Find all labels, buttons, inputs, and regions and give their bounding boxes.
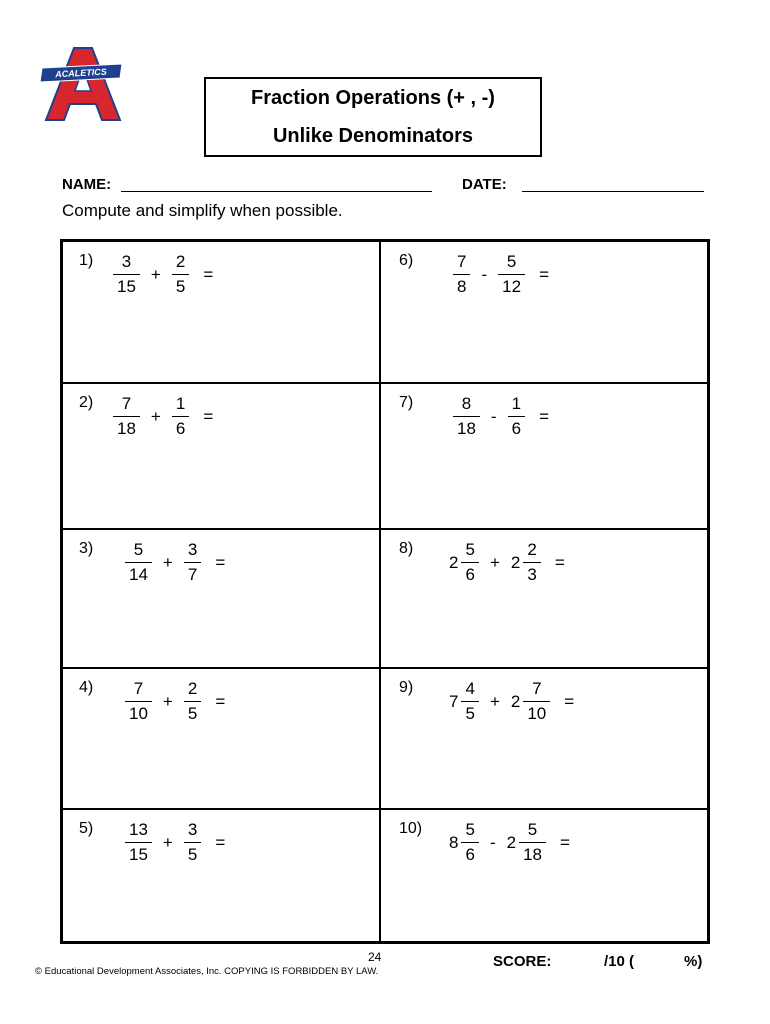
- problem-expression: [125, 540, 225, 585]
- problem-number: 2): [79, 394, 94, 411]
- first-denominator: 6: [465, 845, 475, 864]
- problem-expression: [125, 820, 225, 865]
- problem-expression: [125, 679, 225, 724]
- fraction-bar: [508, 416, 525, 417]
- second-numerator: 7: [532, 679, 542, 698]
- first-denominator: 6: [465, 565, 475, 584]
- fraction-bar: [461, 562, 478, 563]
- second-denominator: 5: [187, 704, 198, 723]
- second-denominator: 6: [175, 419, 186, 438]
- first-numerator: 5: [465, 540, 475, 559]
- problem-grid: [60, 239, 710, 944]
- problem-expression: [449, 540, 565, 585]
- fraction-bar: [523, 701, 550, 702]
- first-denominator: 18: [457, 419, 476, 438]
- second-fraction: [184, 540, 201, 585]
- title-line-1: Fraction Operations (+ , -): [251, 87, 495, 109]
- problem-cell[interactable]: [63, 242, 385, 382]
- problem-number: 6): [399, 252, 414, 269]
- problem-expression: [113, 394, 213, 439]
- first-denominator: 15: [117, 277, 136, 296]
- first-fraction: [461, 820, 478, 865]
- equals-sign: =: [539, 264, 549, 284]
- name-field-line[interactable]: [121, 191, 432, 192]
- operator: +: [162, 552, 173, 572]
- first-numerator: 3: [121, 252, 132, 271]
- second-denominator: 10: [527, 704, 547, 723]
- operator: +: [150, 264, 161, 284]
- fraction-bar: [184, 562, 201, 563]
- score-out-of: /10 (: [604, 953, 635, 970]
- equals-sign: =: [215, 832, 226, 852]
- first-fraction: [461, 540, 478, 585]
- second-fraction: [172, 394, 189, 439]
- score-percent: %): [684, 953, 703, 970]
- second-fraction: [172, 252, 189, 297]
- problem-number: 1): [79, 252, 94, 269]
- second-numerator: 3: [187, 820, 198, 839]
- title-box: [204, 77, 542, 157]
- problem-expression: [453, 252, 549, 297]
- title-line-2: Unlike Denominators: [272, 125, 474, 147]
- fraction-bar: [113, 416, 140, 417]
- instructions: Compute and simplify when possible.: [62, 201, 343, 220]
- first-fraction: [125, 540, 152, 585]
- problem-number: 10): [399, 820, 423, 837]
- first-numerator: 8: [461, 394, 472, 413]
- second-denominator: 7: [187, 565, 198, 584]
- first-fraction: [453, 394, 480, 439]
- second-numerator: 5: [506, 252, 517, 271]
- second-numerator: 1: [511, 394, 522, 413]
- operator: +: [162, 691, 173, 711]
- score-label: SCORE:: [493, 953, 552, 970]
- operator: +: [150, 406, 161, 426]
- equals-sign: =: [554, 552, 565, 572]
- first-denominator: 8: [457, 277, 467, 296]
- fraction-bar: [453, 416, 480, 417]
- problem-number: 7): [399, 394, 414, 411]
- second-denominator: 5: [175, 277, 186, 296]
- whole-number: 8: [449, 832, 459, 852]
- equals-sign: =: [560, 832, 570, 852]
- problem-cell[interactable]: [381, 242, 703, 382]
- problem-number: 5): [79, 820, 94, 837]
- date-label: DATE:: [462, 176, 507, 193]
- problem-cell[interactable]: [63, 810, 385, 950]
- second-numerator: 5: [527, 820, 538, 839]
- first-fraction: [461, 679, 478, 724]
- first-denominator: 18: [117, 419, 136, 438]
- page-number: 24: [368, 950, 382, 964]
- date-field-line[interactable]: [522, 191, 704, 192]
- copyright-notice: © Educational Development Associates, Inc. COPYING IS FORBIDDEN BY LAW.: [35, 966, 379, 977]
- second-fraction: [184, 679, 201, 724]
- second-denominator: 18: [523, 845, 542, 864]
- second-fraction: [498, 252, 525, 297]
- fraction-bar: [125, 562, 152, 563]
- second-denominator: 12: [502, 277, 522, 296]
- second-numerator: 3: [187, 540, 198, 559]
- fraction-bar: [461, 842, 478, 843]
- fraction-bar: [519, 842, 546, 843]
- problem-number: 3): [79, 540, 94, 557]
- problem-expression: [113, 252, 213, 297]
- name-label: NAME:: [62, 176, 112, 193]
- problem-cell[interactable]: [63, 530, 385, 670]
- problem-cell[interactable]: [381, 669, 703, 809]
- problem-expression: [449, 820, 570, 865]
- whole-number: 2: [449, 552, 459, 572]
- fraction-bar: [523, 562, 540, 563]
- fraction-bar: [172, 274, 189, 275]
- second-fraction: [523, 679, 550, 724]
- second-denominator: 3: [527, 565, 537, 584]
- fraction-bar: [125, 701, 152, 702]
- operator: -: [481, 264, 488, 284]
- equals-sign: =: [539, 406, 549, 426]
- fraction-bar: [461, 701, 478, 702]
- whole-number: 2: [510, 552, 521, 572]
- acaletics-logo: [40, 44, 126, 122]
- fraction-bar: [172, 416, 189, 417]
- problem-expression: [453, 394, 549, 439]
- second-fraction: [519, 820, 546, 865]
- problem-cell[interactable]: [381, 530, 703, 670]
- first-numerator: 5: [465, 820, 475, 839]
- fraction-bar: [184, 842, 201, 843]
- first-denominator: 14: [129, 565, 148, 584]
- second-numerator: 1: [175, 394, 186, 413]
- problem-cell[interactable]: [63, 669, 385, 809]
- problem-number: 4): [79, 679, 94, 696]
- second-denominator: 6: [511, 419, 522, 438]
- logo-banner-text: ACALETICS: [54, 66, 107, 80]
- operator: +: [162, 832, 173, 852]
- second-fraction: [508, 394, 525, 439]
- equals-sign: =: [215, 691, 226, 711]
- first-fraction: [453, 252, 470, 297]
- second-fraction: [184, 820, 201, 865]
- operator: -: [490, 406, 497, 426]
- equals-sign: =: [203, 406, 214, 426]
- equals-sign: =: [215, 552, 226, 572]
- problem-cell[interactable]: [63, 384, 385, 524]
- equals-sign: =: [564, 691, 575, 711]
- fraction-bar: [125, 842, 152, 843]
- first-numerator: 7: [133, 679, 144, 698]
- first-fraction: [125, 679, 152, 724]
- equals-sign: =: [203, 264, 214, 284]
- operator: +: [489, 691, 500, 711]
- whole-number: 2: [506, 832, 517, 852]
- fraction-bar: [498, 274, 525, 275]
- first-numerator: 7: [457, 252, 467, 271]
- first-numerator: 13: [129, 820, 148, 839]
- first-numerator: 7: [121, 394, 132, 413]
- problem-cell[interactable]: [381, 384, 703, 524]
- fraction-bar: [184, 701, 201, 702]
- problem-expression: [449, 679, 574, 724]
- problem-cell[interactable]: [381, 810, 703, 950]
- first-denominator: 5: [465, 704, 475, 723]
- operator: +: [489, 552, 500, 572]
- problem-number: 9): [399, 679, 414, 696]
- fraction-bar: [113, 274, 140, 275]
- whole-number: 7: [449, 691, 459, 711]
- second-numerator: 2: [187, 679, 198, 698]
- second-numerator: 2: [175, 252, 186, 271]
- whole-number: 2: [510, 691, 521, 711]
- first-denominator: 10: [129, 704, 148, 723]
- fraction-bar: [453, 274, 470, 275]
- first-fraction: [113, 252, 140, 297]
- problem-number: 8): [399, 540, 414, 557]
- first-denominator: 15: [129, 845, 148, 864]
- second-fraction: [523, 540, 540, 585]
- first-numerator: 4: [465, 679, 475, 698]
- operator: -: [489, 832, 496, 852]
- first-numerator: 5: [133, 540, 144, 559]
- second-denominator: 5: [187, 845, 198, 864]
- first-fraction: [113, 394, 140, 439]
- second-numerator: 2: [527, 540, 537, 559]
- first-fraction: [125, 820, 152, 865]
